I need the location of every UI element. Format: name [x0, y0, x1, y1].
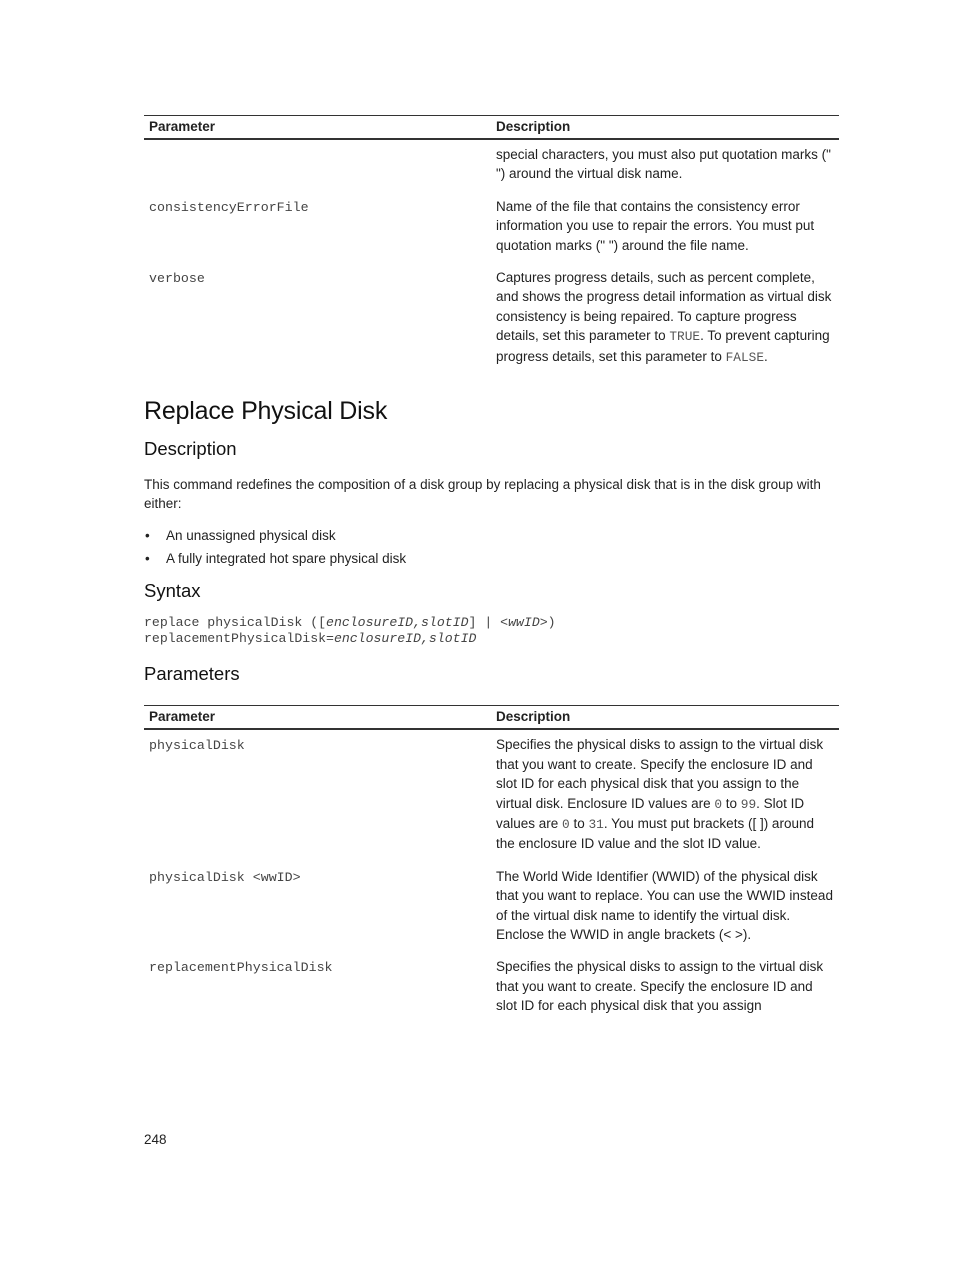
column-header-parameter: Parameter [144, 706, 491, 730]
description-cell: Name of the file that contains the consistency error information you use to repair the errors. You must put quotation marks (" ") around the file name. [496, 198, 815, 253]
table-row [144, 729, 839, 862]
description-text: . You must put brackets ([ ]) around the enclosure ID value and the slot ID value. [496, 815, 814, 852]
parameter-name: verbose [149, 271, 205, 287]
description-cell [491, 729, 839, 862]
bullet-marker: • [145, 527, 150, 543]
code-value: FALSE [725, 349, 765, 365]
syntax-variable: wwID [508, 614, 540, 630]
parameter-name: physicalDisk [149, 738, 245, 754]
syntax-code-block [144, 615, 839, 648]
description-text: . To prevent capturing progress details, set this parameter to [496, 328, 830, 364]
parameter-cell [144, 953, 491, 1024]
description-cell: Specifies the physical disks to assign to the virtual disk that you want to create. Specify the enclosure ID and slot ID for each physical disk that you assign [496, 959, 824, 1014]
parameter-cell [144, 863, 491, 954]
syntax-text: , [413, 614, 422, 630]
code-value: 0 [562, 816, 570, 832]
page-number: 248 [144, 1132, 167, 1147]
parameter-cell [144, 139, 491, 193]
table-header-row [144, 706, 839, 730]
description-cell: The World Wide Identifier (WWID) of the physical disk that you want to replace. You can use the WWID instead of the virtual disk name to identify the virtual disk. Enclose the WWID in angle brackets (< >). [496, 868, 833, 942]
code-value: TRUE [669, 329, 701, 345]
column-header-parameter: Parameter [144, 116, 491, 140]
syntax-heading: Syntax [144, 579, 201, 601]
parameter-name: replacementPhysicalDisk [149, 960, 333, 976]
syntax-text: ] | < [468, 614, 509, 630]
description-text: to [722, 795, 741, 811]
parameter-name: consistencyErrorFile [149, 199, 309, 215]
bullet-list [144, 526, 839, 569]
list-item-text: A fully integrated hot spare physical disk [166, 551, 407, 567]
column-header-description: Description [491, 706, 839, 730]
list-item-text: An unassigned physical disk [166, 527, 336, 543]
syntax-text: replacementPhysicalDisk= [144, 630, 334, 646]
description-text: Captures progress details, such as percent complete, and shows the progress detail information as virtual disk consistency is being repaired. To capture progress details, set this parameter to [496, 270, 832, 344]
description-cell [491, 264, 839, 376]
description-text: . [764, 348, 768, 364]
description-cell: special characters, you must also put quotation marks (" ") around the virtual disk name. [496, 147, 831, 182]
description-text: to [569, 815, 589, 831]
description-text: Specifies the physical disks to assign to the virtual disk that you want to create. Specify the enclosure ID and slot ID for each physical disk that you assign to the virtual disk. Enclosure ID values are [496, 737, 824, 811]
syntax-variable: enclosureID [326, 614, 414, 630]
parameter-cell [144, 729, 491, 862]
description-heading: Description [144, 438, 237, 460]
section-title: Replace Physical Disk [144, 397, 388, 426]
description-text: . Slot ID values are [496, 795, 805, 831]
code-value: 31 [588, 816, 604, 832]
table-row [144, 264, 839, 376]
table-row [144, 139, 839, 193]
syntax-variable: slotID [428, 630, 477, 646]
table-row [144, 863, 839, 954]
parameters-heading: Parameters [144, 663, 240, 685]
table-row [144, 193, 839, 264]
parameters-table [144, 705, 839, 1024]
code-value: 99 [740, 796, 757, 812]
syntax-text: >) [539, 614, 556, 630]
page-content [144, 115, 839, 1025]
description-paragraph: This command redefines the composition of a disk group by replacing a physical disk that is in the disk group with either: [144, 477, 821, 512]
syntax-variable: slotID [421, 614, 469, 630]
syntax-text: , [421, 630, 429, 646]
table-header-row [144, 116, 839, 140]
parameter-cell [144, 193, 491, 264]
list-item [144, 526, 839, 545]
syntax-variable: enclosureID [333, 630, 421, 646]
parameter-name: physicalDisk <wwID> [149, 869, 301, 885]
table-row [144, 953, 839, 1024]
list-item [144, 549, 839, 568]
top-parameter-table [144, 115, 839, 376]
code-value: 0 [714, 796, 723, 812]
syntax-text: replace physicalDisk ([ [144, 614, 327, 630]
parameter-cell [144, 264, 491, 376]
bullet-marker: • [145, 551, 150, 567]
column-header-description: Description [491, 116, 839, 140]
